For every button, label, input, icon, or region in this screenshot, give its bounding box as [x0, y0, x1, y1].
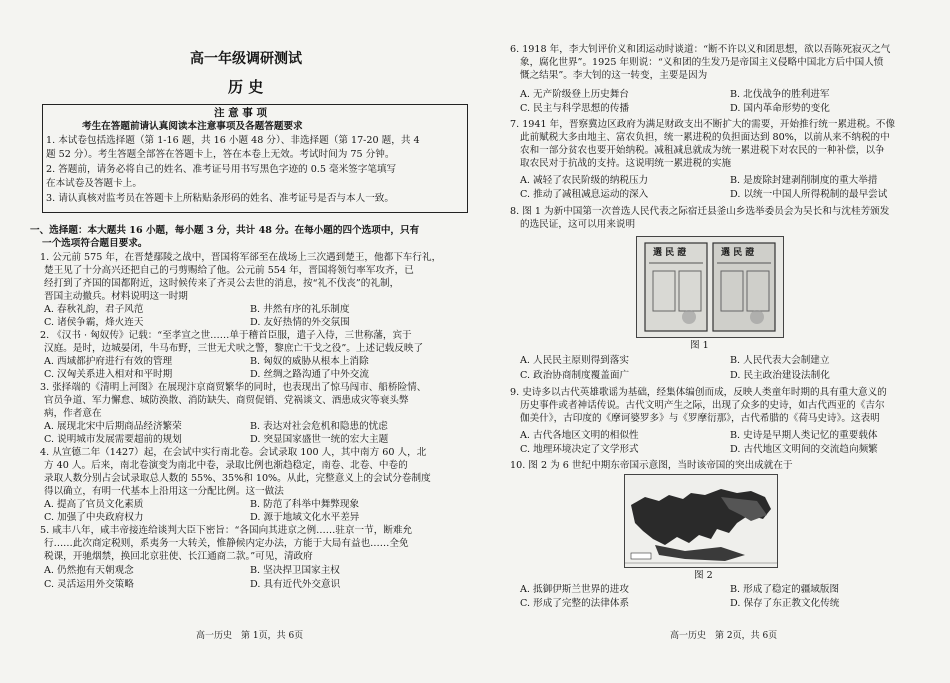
question-8-option-a: A. 人民民主原则得到落实 — [520, 355, 629, 366]
notice-line: 题 52 分）。考生答题全部答在答题卡上，答在本卷上无效。考试时间为 75 分钟。 — [46, 149, 395, 160]
question-4-stem: 得以确立，有明一代基本上沿用这一分配比例。这一做法 — [44, 486, 284, 497]
question-4-option-a: A. 提高了官员文化素质 — [44, 499, 144, 510]
question-2-stem: 汉庭。是时，边城晏闭，牛马布野，三世无犬吠之警，黎庶亡干戈之役”。上述记载反映了 — [44, 343, 424, 354]
question-2-option-b: B. 匈奴的威胁从根本上消除 — [250, 356, 369, 367]
figure-2-empire-map — [624, 474, 778, 568]
question-6-stem: 6. 1918 年，李大钊评价义和团运动时谈道：“断不许以义和团思想，欲以吾陈死寂灭之气 — [510, 44, 891, 55]
question-4-stem: 4. 从宣德二年（1427）起，在会试中实行南北卷。会试录取 100 人，其中南方 60 人，北 — [40, 447, 427, 458]
question-1-stem: 经打到了齐国的国都附近，这时候传来了齐灵公去世的消息，按“礼不伐丧”的礼制， — [44, 278, 400, 289]
question-3-option-d: D. 突显国家盛世一统的宏大主题 — [250, 434, 389, 445]
question-1-option-b: B. 井然有序的礼乐制度 — [250, 304, 350, 315]
question-5-option-a: A. 仍然抱有天朝观念 — [44, 565, 134, 576]
notice-subheading: 考生在答题前请认真阅读本注意事项及各题答题要求 — [82, 121, 303, 132]
question-10-stem: 10. 图 2 为 6 世纪中期东帝国示意图，当时该帝国的突出成就在于 — [510, 460, 793, 471]
question-3-option-c: C. 说明城市发展需要超前的规划 — [44, 434, 182, 445]
question-9-option-c: C. 地理环境决定了文学形式 — [520, 444, 639, 455]
question-2-option-d: D. 丝绸之路沟通了中外交流 — [250, 369, 369, 380]
page-2 — [480, 0, 950, 683]
question-1-option-a: A. 春秋礼韵，君子风范 — [44, 304, 144, 315]
question-3-stem: 病，作者意在 — [44, 408, 102, 419]
notice-line: 在本试卷及答题卡上。 — [46, 178, 142, 189]
question-8-stem: 8. 图 1 为新中国第一次普选人民代表之际宿迁县釜山乡选举委员会为吴长和与沈桂芳颁发 — [510, 206, 890, 217]
question-6-stem: 慨之结果”。李大钊的这一转变，主要是因为 — [520, 70, 708, 81]
question-2-option-a: A. 西域都护府进行有效的管理 — [44, 356, 173, 367]
question-7-option-c: C. 推动了减租减息运动的深入 — [520, 189, 649, 200]
question-4-option-d: D. 源于地域文化水平差异 — [250, 512, 360, 523]
question-1-option-c: C. 诸侯争霸，烽火连天 — [44, 317, 144, 328]
question-7-stem: 取农民对于抗战的支持。这说明统一累进税的实施 — [520, 158, 732, 169]
question-3-option-a: A. 展现北宋中后期商品经济繁荣 — [44, 421, 182, 432]
page-footer: 高一历史 第 1页，共 6页 — [196, 631, 304, 641]
question-7-option-a: A. 减轻了农民阶级的纳税压力 — [520, 175, 649, 186]
exam-subject: 历 史 — [228, 78, 264, 96]
question-3-stem: 官员争道、军力懈怠、城防涣散、消防缺失、商贸促销、党祸谈文、酒患成灾等衰头弊 — [44, 395, 409, 406]
notice-heading: 注 意 事 项 — [214, 107, 267, 119]
question-4-stem: 方 40 人。后来，南北卷演变为南北中卷，录取比例也渐趋稳定，南卷、北卷、中卷的 — [44, 460, 408, 471]
question-5-option-c: C. 灵活运用外交策略 — [44, 579, 134, 590]
question-9-option-d: D. 古代地区文明间的交流趋向频繁 — [730, 444, 878, 455]
question-4-option-c: C. 加强了中央政府权力 — [44, 512, 144, 523]
question-10-option-a: A. 抵御伊斯兰世界的进攻 — [520, 584, 629, 595]
figure-2-caption: 图 2 — [694, 570, 713, 581]
question-3-stem: 3. 张择端的《清明上河图》在展现汴京商贸繁华的同时，也表现出了惊马闯市、船桥险情、 — [40, 382, 427, 393]
question-8-option-b: B. 人民代表大会制建立 — [730, 355, 830, 366]
notice-line: 3. 请认真核对监考员在答题卡上所粘贴条形码的姓名、准考证号是否与本人一致。 — [46, 193, 394, 204]
question-1-stem: 1. 公元前 575 年，在晋楚鄢陵之战中，晋国将军郤至在战场上三次遇到楚王，他都下车行礼， — [40, 252, 442, 263]
question-5-stem: 5. 咸丰八年，咸丰帝接连给谈判大臣下密旨：“各国向其进京之例……驻京一节，断难允 — [40, 525, 413, 536]
question-7-stem: 农和一部分贫农也要开始纳税。减租减息就成为统一累进税下对农民的一种补偿，以争 — [520, 145, 885, 156]
question-6-option-b: B. 北伐战争的胜利进军 — [730, 89, 830, 100]
question-5-stem: 行……此次商定税则，系夷务一大转关，惟静候内定办法，方能于大局有益也……全免 — [44, 538, 409, 549]
figure-1-voter-cards — [636, 236, 784, 338]
question-7-option-b: B. 是废除封建剥削制度的重大举措 — [730, 175, 878, 186]
question-6-option-c: C. 民主与科学思想的传播 — [520, 103, 630, 114]
question-6-stem: 象，腐化世界”。1925 年则说：“义和团的生发乃是帝国主义侵略中国北方后中国人愤 — [520, 57, 884, 68]
question-2-stem: 2. 《汉书 · 匈奴传》记载：“至孝宣之世……单于稽首臣服，遣子入侍，三世称藩，宾于 — [40, 330, 412, 341]
notice-line: 2. 答题前，请务必将自己的姓名、准考证号用书写黑色字迹的 0.5 毫米签字笔填写 — [46, 164, 397, 175]
section-heading: 一个选项符合题目要求。 — [42, 238, 148, 249]
question-5-stem: 税课，开驰烟禁，换回北京驻使、长江通商二款。”可见，清政府 — [44, 551, 313, 562]
question-1-option-d: D. 友好热情的外交氛围 — [250, 317, 350, 328]
question-8-stem: 的选民证，这可以用来说明 — [520, 219, 636, 230]
question-3-option-b: B. 表达对社会危机和隐患的忧虑 — [250, 421, 388, 432]
section-heading: 一、选择题：本大题共 16 小题，每小题 3 分，共计 48 分。在每小题的四个选项中，只有 — [30, 225, 420, 236]
question-9-stem: 伽美什》，古印度的《摩诃婆罗多》与《罗摩衍那》，古代希腊的《荷马史诗》。这表明 — [520, 413, 880, 424]
question-5-option-d: D. 具有近代外交意识 — [250, 579, 341, 590]
question-6-option-a: A. 无产阶级登上历史舞台 — [520, 89, 629, 100]
empire-map-illustration — [625, 475, 777, 567]
exam-title: 高一年级调研测试 — [190, 51, 302, 67]
question-10-option-c: C. 形成了完整的法律体系 — [520, 598, 630, 609]
question-4-stem: 录取人数分别占会试录取总人数的 55%、35%和 10%。从此，完整意义上的会试分卷制度 — [44, 473, 431, 484]
question-1-stem: 晋国主动撤兵。材料说明这一时期 — [44, 291, 188, 302]
question-7-stem: 7. 1941 年，晋察冀边区政府为满足财政支出不断扩大的需要，开始推行统一累进税。不像 — [510, 119, 896, 130]
question-4-option-b: B. 防范了科举中舞弊现象 — [250, 499, 360, 510]
question-1-stem: 楚王见了十分高兴还把自己的弓剪赐给了他。公元前 554 年，晋国将领匄率军攻齐，已 — [44, 265, 414, 276]
question-8-option-d: D. 民主政治建设法制化 — [730, 370, 830, 381]
voter-card-label: 選 民 證 — [653, 248, 687, 258]
question-8-option-c: C. 政治协商制度覆盖面广 — [520, 370, 630, 381]
question-9-option-b: B. 史诗是早期人类记忆的重要载体 — [730, 430, 878, 441]
question-10-option-b: B. 形成了稳定的疆域版图 — [730, 584, 840, 595]
question-5-option-b: B. 坚决捍卫国家主权 — [250, 565, 340, 576]
question-10-option-d: D. 保存了东正教文化传统 — [730, 598, 840, 609]
notice-line: 1. 本试卷包括选择题（第 1-16 题，共 16 小题 48 分）、非选择题（第 17-20 题，共 4 — [46, 135, 420, 146]
question-2-option-c: C. 汉匈关系进入相对和平时期 — [44, 369, 173, 380]
page-1 — [0, 0, 470, 683]
question-9-option-a: A. 古代各地区文明的相似性 — [520, 430, 639, 441]
page-footer: 高一历史 第 2页，共 6页 — [670, 631, 778, 641]
question-9-stem: 9. 史诗多以古代英雄歌谣为基础，经集体编创而成，反映人类童年时期的具有重大意义的 — [510, 387, 887, 398]
voter-card-label: 選 民 證 — [721, 248, 755, 258]
figure-1-caption: 图 1 — [690, 340, 709, 351]
question-6-option-d: D. 国内革命形势的变化 — [730, 103, 830, 114]
question-9-stem: 历史事件或者神话传说。古代文明产生之际，出现了众多的史诗，如古代西亚的《吉尔 — [520, 400, 885, 411]
question-7-option-d: D. 以统一中国人所得税制的最早尝试 — [730, 189, 888, 200]
question-7-stem: 此前赋税大多由地主、富农负担，统一累进税的负担面达到 80%，以前从来不纳税的中 — [520, 132, 890, 143]
